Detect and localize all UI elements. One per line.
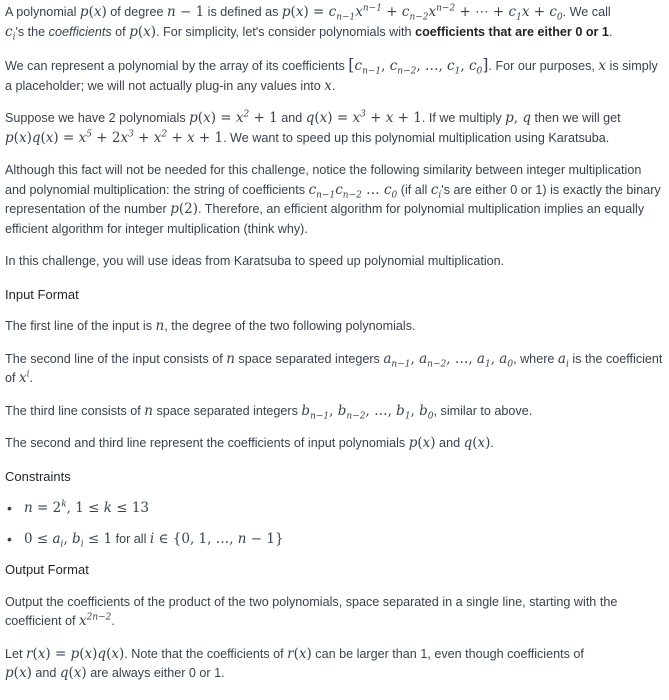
constraints-list (5, 499, 663, 549)
math-degree: n − 1 (166, 4, 205, 20)
input-line-2: The second line of the input consists of n space separated integers $a_{n-1}$, $a_{n-2}$, …, $a_1$, $a_0$, where $a_i$ is the coefficient of $x^i$. (5, 350, 663, 386)
math-px: p(x) (79, 4, 107, 20)
math-ci: $c_i$ (5, 23, 16, 43)
constraint-n: • $n = 2^k$, 1 ≤ k ≤ 13 (5, 499, 663, 519)
output-format-heading: Output Format (5, 562, 89, 577)
output-description: Output the coefficients of the product of the two polynomials, space separated in a single line, starting with the coefficient of $x^{2n-2}$. (5, 594, 618, 629)
input-line-3: The third line consists of n space separated integers $b_{n-1}$, $b_{n-2}$, …, $b_1$, $b_0$, similar to above. (5, 402, 533, 422)
math-coeff-array: [$c_{n-1}$, $c_{n-2}$, …, $c_1$, $c_0$] (348, 55, 489, 77)
math-poly-def: $p(x) = c_{n-1}x^{n-1} + c_{n-2}x^{n-2}$ + ⋯ + $c_1x + c_0$ (281, 3, 563, 23)
input-summary: The second and third line represent the coefficients of input polynomials p(x) and q(x). (5, 435, 494, 451)
challenge-paragraph: In this challenge, you will use ideas from Karatsuba to speed up polynomial multiplication. (5, 254, 505, 268)
output-note: Let r(x) = p(x)q(x). Note that the coefficients of r(x) can be larger than 1, even though coefficients of p(x) and q(x) are always either 0 or 1. (5, 645, 584, 681)
representation-paragraph: We can represent a polynomial by the array of its coefficients [$c_{n-1}$, $c_{n-2}$, …, $c_1$, $c_0$]. For our purposes, x is simply a placeholder; we will not actually plug-in any values into x. (5, 55, 658, 94)
constraint-coefficients: • $0 \le a_i$, $b_i \le 1$ for all i ∈ {0, 1, …, n − 1} (5, 530, 663, 550)
bold-note: coefficients that are either 0 or 1 (415, 24, 609, 39)
intro-paragraph: A polynomial p(x) of degree n − 1 is defined as $p(x) = c_{n-1}x^{n-1} + c_{n-2}x^{n-2}$ + ⋯ + $c_1x + c_0$. We call $c_i's$ the coefficients of p(x). For simplicity, let's consider polynomials with coefficients that are either 0 or 1. (5, 3, 613, 43)
example-paragraph: Suppose we have 2 polynomials $p(x) = x^2 + 1$ and $q(x) = x^3 + x + 1$. If we multiply p, q then we will get $p(x)q(x) = x^5 + 2x^3 + x^2 + x + 1$. We want to speed up this polynomial multiplication using Karatsuba. (5, 109, 621, 146)
constraints-heading: Constraints (5, 468, 71, 484)
input-format-heading: Input Format (5, 286, 79, 302)
similarity-paragraph: Although this fact will not be needed for this challenge, notice the following similarity between integer multiplication and polynomial multiplication: the string of coefficients $c_{n-1}c_{n-2}$ … $c_0$ (if all $c_i's$ are either 0 or 1) is exactly the binary representation of the number p(2). Therefore, an efficient algorithm for polynomial multiplication implies an equally efficient algorithm for integer multiplication (think why). (5, 163, 661, 236)
input-line-1: The first line of the input is n, the degree of the two following polynomials. (5, 318, 416, 334)
